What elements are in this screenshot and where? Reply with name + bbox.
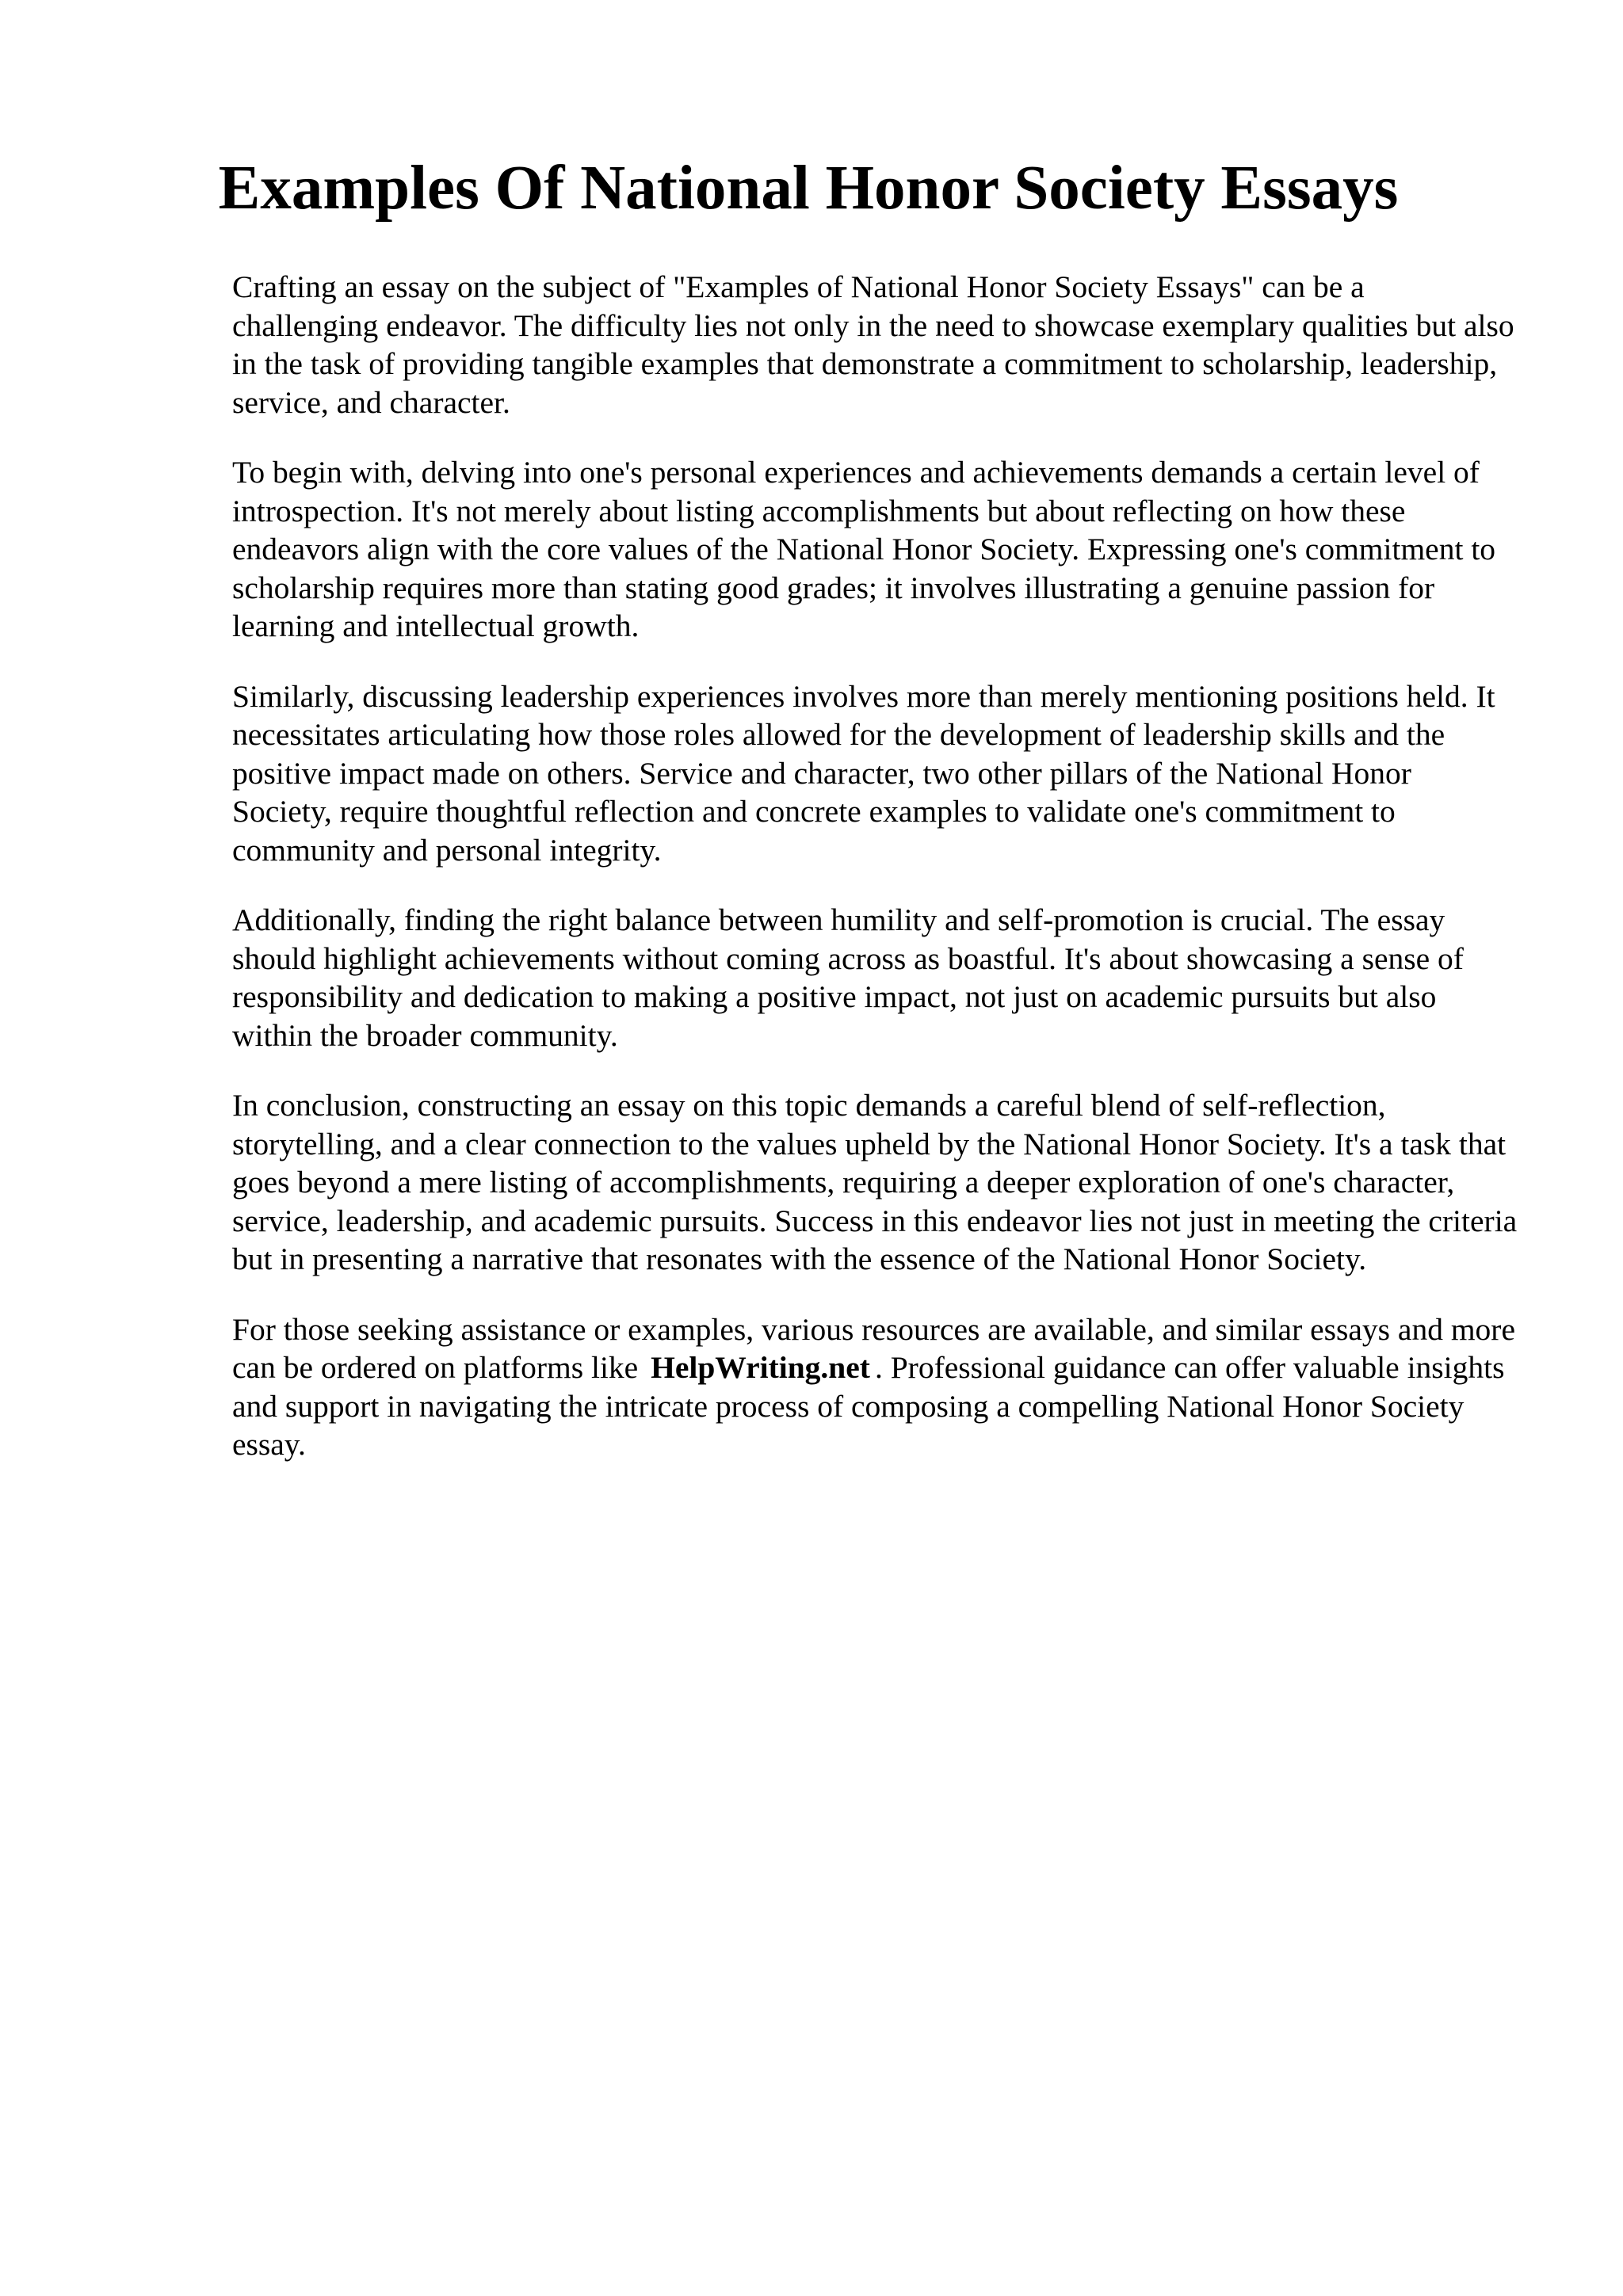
paragraph-conclusion: In conclusion, constructing an essay on this topic demands a careful blend of self-reflection, storytelling, and a clear connection to the values upheld by the National Honor Society. It's a task that goes beyond a mere listing of accomplishments, requiring a deeper exploration of one's character, service, leadership, and academic pursuits. Success in this endeavor lies not just in meeting the criteria but in presenting a narrative that resonates with the essence of the National Honor Society. <box>232 1088 1518 1276</box>
paragraph-balance: Additionally, finding the right balance between humility and self-promotion is crucial. The essay should highlight achievements without coming across as boastful. It's about showcasing a sense of responsibility and dedication to making a positive impact, not just on academic pursuits but also within the broader community. <box>232 902 1464 1053</box>
resources-text-before: For those seeking assistance or examples, various resources are available, and similar essays and more can be ordered on platforms like <box>232 1311 1515 1385</box>
paragraph-leadership: Similarly, discussing leadership experiences involves more than merely mentioning positions held. It necessitates articulating how those roles allowed for the development of leadership skills and the positive impact made on others. Service and character, two other pillars of the National Honor Society, require thoughtful reflection and concrete examples to validate one's commitment to community and personal integrity. <box>232 678 1495 868</box>
resources-text-after: . Professional guidance can offer valuable insights and support in navigating the intricate process of composing a compelling National Honor Society essay. <box>232 1350 1505 1462</box>
brand-link[interactable]: HelpWriting.net <box>651 1350 870 1385</box>
page-title: Examples Of National Honor Society Essays <box>218 154 1399 223</box>
paragraph-resources <box>232 1310 1518 1464</box>
paragraph-intro: Crafting an essay on the subject of "Examples of National Honor Society Essays" can be a challenging endeavor. The difficulty lies not only in the need to showcase exemplary qualities but also in the task of providing tangible examples that demonstrate a commitment to scholarship, leadership, service, and character. <box>232 269 1514 420</box>
essay-body <box>232 268 1518 1496</box>
paragraph-introspection: To begin with, delving into one's personal experiences and achievements demands a certain level of introspection. It's not merely about listing accomplishments but about reflecting on how these endeavors align with the core values of the National Honor Society. Expressing one's commitment to scholarship requires more than stating good grades; it involves illustrating a genuine passion for learning and intellectual growth. <box>232 455 1496 643</box>
